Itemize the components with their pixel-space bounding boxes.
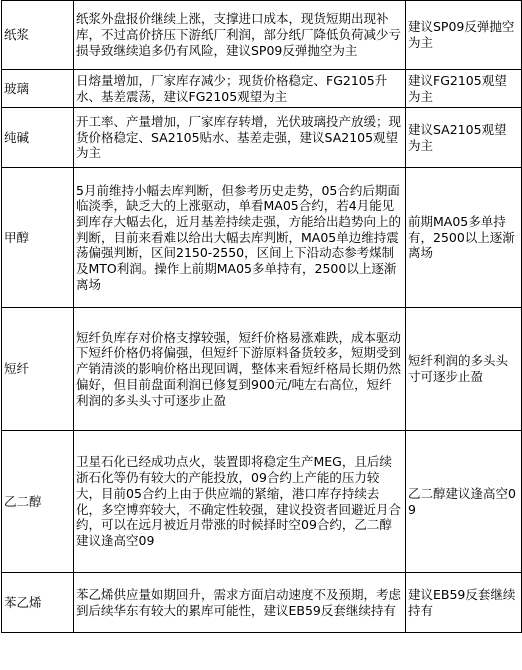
market-analysis: 5月前维持小幅去库判断，但参考历史走势，05合约后期面临淡季，缺乏大的上涨驱动，单看MA05合约，若4月能见到库存大幅去化，近月基差持续走强，方能给出趋势向上的判断，目前来看难以给出大幅去库判断，MA05单边维持震荡偏强判断，区间2150-2550，区间上下沿动态参考煤制及MTO利润。操作上前期MA05多单持有，2500以上逐渐离场 (74, 168, 406, 308)
market-analysis: 苯乙烯供应量如期回升，需求方面启动速度不及预期，考虑到后续华东有较大的累库可能性，建议EB59反套继续持有 (74, 573, 406, 633)
table-row (2, 108, 522, 168)
market-analysis: 短纤负库存对价格支撑较强，短纤价格易涨难跌，成本驱动下短纤价格仍将偏强，但短纤下游原料备货较多，短期受到产销清淡的影响价格出现回调，整体来看短纤格局长期仍然偏好，但目前盘面利润已修复到900元/吨左右高位，短纤利润的多头头寸可逐步止盈 (74, 308, 406, 431)
trading-advice: 前期MA05多单持有，2500以上逐渐离场 (406, 168, 522, 308)
commodity-name: 纸浆 (2, 1, 74, 70)
market-analysis: 开工率、产量增加，厂家库存转增，光伏玻璃投产放缓；现货价格稳定、SA2105贴水、基差走强，建议SA2105观望为主 (74, 108, 406, 168)
table-row (2, 573, 522, 633)
table-row (2, 308, 522, 431)
commodity-name: 甲醇 (2, 168, 74, 308)
market-analysis: 卫星石化已经成功点火，装置即将稳定生产MEG，且后续浙石化等仍有较大的产能投放，09合约上产能的压力较大，目前05合约上由于供应端的紧缩，港口库存持续去化，多空博弈较大，不确定性较强，建议投资者回避近月合约，可以在远月被近月带涨的时候择时空09合约，乙二醇建议逢高空09 (74, 431, 406, 573)
trading-advice: 短纤利润的多头头寸可逐步止盈 (406, 308, 522, 431)
commodity-name: 短纤 (2, 308, 74, 431)
commodity-name: 玻璃 (2, 70, 74, 108)
market-analysis: 纸浆外盘报价继续上涨，支撑进口成本，现货短期出现补库，不过高价挤压下游纸厂利润，部分纸厂降低负荷减少亏损导致继续追多仍有风险，建议SP09反弹抛空为主 (74, 1, 406, 70)
table-row (2, 1, 522, 70)
commodity-name: 纯碱 (2, 108, 74, 168)
trading-advice: 乙二醇建议逢高空09 (406, 431, 522, 573)
trading-advice: 建议SA2105观望为主 (406, 108, 522, 168)
market-analysis: 日熔量增加，厂家库存减少；现货价格稳定、FG2105升水、基差震荡，建议FG2105观望为主 (74, 70, 406, 108)
commodity-name: 乙二醇 (2, 431, 74, 573)
trading-advice: 建议SP09反弹抛空为主 (406, 1, 522, 70)
commodity-advice-table (1, 0, 522, 633)
trading-advice: 建议FG2105观望为主 (406, 70, 522, 108)
commodity-name: 苯乙烯 (2, 573, 74, 633)
trading-advice: 建议EB59反套继续持有 (406, 573, 522, 633)
table-row (2, 431, 522, 573)
table-row (2, 70, 522, 108)
table-row (2, 168, 522, 308)
